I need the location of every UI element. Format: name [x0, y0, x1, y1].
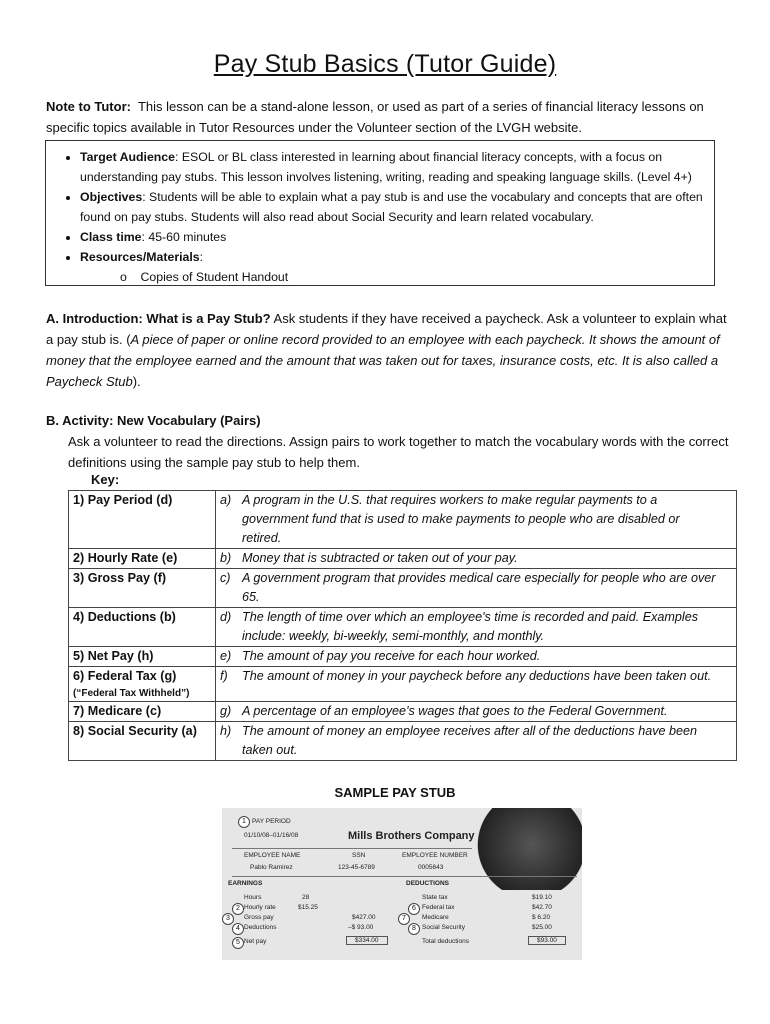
deductions-heading: DEDUCTIONS	[406, 880, 449, 887]
table-row	[69, 549, 737, 569]
section-b-text: Ask a volunteer to read the directions. Assign pairs to work together to match the vocabulary words with the correct definitions using the sample pay stub to help them.	[68, 434, 729, 470]
definition-letter: h)	[220, 724, 232, 738]
definition-text: A government program that provides medical care especially for people who are over 65.	[242, 571, 716, 604]
lesson-overview-box	[45, 140, 715, 286]
table-row	[69, 491, 737, 549]
total-deductions-label: Total deductions	[422, 938, 469, 945]
vocab-term-text: 4) Deductions (b)	[73, 610, 176, 624]
vocab-term-text: 7) Medicare (c)	[73, 704, 162, 718]
table-row	[69, 722, 737, 761]
table-row	[69, 647, 737, 667]
vocab-definition	[216, 702, 737, 722]
vocab-definition	[216, 667, 737, 702]
hours-value: 28	[302, 894, 310, 901]
sample-pay-stub	[222, 808, 582, 960]
vocab-definition	[216, 722, 737, 761]
gross-pay-value: $427.00	[352, 914, 376, 921]
resources-label: Resources/Materials	[80, 250, 200, 264]
vocab-term-text: 8) Social Security (a)	[73, 724, 197, 738]
definition-letter: d)	[220, 610, 232, 624]
pay-period-label: PAY PERIOD	[252, 818, 291, 825]
divider	[232, 848, 472, 849]
vocab-term-text: 3) Gross Pay (f)	[73, 571, 167, 585]
subitem-marker: o	[120, 270, 127, 284]
vocab-term	[69, 569, 216, 608]
callout-3: 3	[222, 913, 234, 925]
earnings-heading: EARNINGS	[228, 880, 263, 887]
vocabulary-key-table	[68, 490, 737, 761]
hours-label: Hours	[244, 894, 262, 901]
table-row	[69, 608, 737, 647]
definition-text: Money that is subtracted or taken out of your pay.	[242, 551, 518, 565]
rate-label: Hourly rate	[244, 904, 276, 911]
resources-subitem-text: Copies of Student Handout	[140, 270, 289, 284]
definition-text: The amount of money in your paycheck before any deductions have been taken out.	[242, 669, 712, 683]
definition-letter: b)	[220, 551, 232, 565]
deductions-label: Deductions	[244, 924, 277, 931]
definition-letter: c)	[220, 571, 231, 585]
net-pay-value: $334.00	[346, 936, 388, 945]
resources-item	[80, 247, 706, 287]
vocab-term-text: 1) Pay Period (d)	[73, 493, 173, 507]
definition-text: The length of time over which an employee's time is recorded and paid. Examples include: weekly, bi-weekly, semi-monthly, and monthly.	[242, 610, 699, 643]
definition-letter: a)	[220, 493, 232, 507]
section-b	[46, 410, 736, 473]
class-time-item	[80, 227, 706, 247]
section-a	[46, 308, 736, 392]
sample-pay-stub-title: SAMPLE PAY STUB	[334, 785, 456, 800]
federal-tax-label: Federal tax	[422, 904, 455, 911]
class-time-label: Class time	[80, 230, 142, 244]
ssn-value: 123-45-6789	[338, 864, 375, 871]
callout-2: 2	[232, 903, 244, 915]
section-a-heading: A. Introduction: What is a Pay Stub?	[46, 311, 271, 326]
table-row	[69, 702, 737, 722]
definition-letter: f)	[220, 669, 228, 683]
divider	[232, 876, 577, 877]
vocab-term-text: 6) Federal Tax (g)	[73, 669, 177, 683]
audience-text: : ESOL or BL class interested in learning about financial literacy concepts, with a focus on understanding pay stubs. This lesson involves listening, writing, reading and speaking language skills. (Level 4+)	[80, 150, 692, 184]
gross-pay-label: Gross pay	[244, 914, 274, 921]
vocab-definition	[216, 549, 737, 569]
resources-subitem	[120, 267, 706, 287]
definition-letter: g)	[220, 704, 232, 718]
note-label: Note to Tutor:	[46, 99, 131, 114]
state-tax-value: $19.10	[532, 894, 552, 901]
objectives-text: : Students will be able to explain what a pay stub is and use the vocabulary and concepts that are often found on pay stubs. Students will also read about Social Security and learn related vocabulary.	[80, 190, 703, 224]
definition-text: The amount of pay you receive for each hour worked.	[242, 649, 541, 663]
medicare-value: $ 6.20	[532, 914, 551, 921]
callout-8: 8	[408, 923, 420, 935]
vocab-term	[69, 491, 216, 549]
medicare-label: Medicare	[422, 914, 449, 921]
table-row	[69, 569, 737, 608]
vocab-term	[69, 608, 216, 647]
vocab-term	[69, 549, 216, 569]
callout-6: 6	[408, 903, 420, 915]
audience-label: Target Audience	[80, 150, 175, 164]
section-b-heading: B. Activity: New Vocabulary (Pairs)	[46, 413, 261, 428]
employee-name-label: EMPLOYEE NAME	[244, 852, 301, 859]
vocab-definition	[216, 608, 737, 647]
callout-5: 5	[232, 937, 244, 949]
tutor-note	[46, 96, 736, 138]
objectives-item	[80, 187, 706, 227]
section-a-text: Ask students if they have received a paycheck. Ask a volunteer to explain what a pay stub is. (	[46, 311, 727, 347]
worker-photo	[470, 808, 582, 890]
section-a-end: ).	[132, 374, 141, 389]
state-tax-label: State tax	[422, 894, 448, 901]
deductions-value: –$ 93.00	[348, 924, 374, 931]
total-deductions-value: $93.00	[528, 936, 566, 945]
class-time-text: : 45-60 minutes	[141, 230, 227, 244]
vocab-term	[69, 722, 216, 761]
vocab-definition	[216, 569, 737, 608]
callout-1: 1	[238, 816, 250, 828]
social-security-label: Social Security	[422, 924, 465, 931]
audience-item	[80, 147, 706, 187]
company-name: Mills Brothers Company	[348, 830, 475, 842]
key-label: Key:	[91, 472, 120, 487]
definition-text: A percentage of an employee's wages that goes to the Federal Government.	[242, 704, 668, 718]
net-pay-label: Net pay	[244, 938, 267, 945]
definition-text: A program in the U.S. that requires workers to make regular payments to a government fund that is used to make payments to people who are disabled or retired.	[242, 493, 680, 545]
objectives-label: Objectives	[80, 190, 143, 204]
note-text: This lesson can be a stand-alone lesson, or used as part of a series of financial literacy lessons on specific topics available in Tutor Resources under the Volunteer section of the LVGH website.	[46, 99, 704, 135]
resources-text: :	[199, 250, 204, 264]
definition-text: The amount of money an employee receives after all of the deductions have been taken out.	[242, 724, 698, 757]
callout-7: 7	[398, 913, 410, 925]
table-row	[69, 667, 737, 702]
callout-4: 4	[232, 923, 244, 935]
vocab-term	[69, 647, 216, 667]
definition-letter: e)	[220, 649, 232, 663]
federal-tax-value: $42.70	[532, 904, 552, 911]
vocab-term-text: 2) Hourly Rate (e)	[73, 551, 178, 565]
page-title: Pay Stub Basics (Tutor Guide)	[213, 50, 557, 78]
employee-number: 0005643	[418, 864, 444, 871]
pay-period-value: 01/10/08–01/16/08	[244, 832, 299, 839]
vocab-term-note: (“Federal Tax Withheld”)	[73, 688, 190, 699]
vocab-definition	[216, 491, 737, 549]
vocab-term	[69, 667, 216, 702]
social-security-value: $25.00	[532, 924, 552, 931]
rate-value: $15.25	[298, 904, 318, 911]
section-a-definition: A piece of paper or online record provided to an employee with each paycheck. It shows the amount of money that the employee earned and the amount that was taken out for taxes, insurance costs, etc. It is also called a Paycheck Stub	[46, 332, 720, 389]
employee-number-label: EMPLOYEE NUMBER	[402, 852, 468, 859]
ssn-label: SSN	[352, 852, 366, 859]
vocab-term	[69, 702, 216, 722]
employee-name: Pablo Ramirez	[250, 864, 293, 871]
vocab-term-text: 5) Net Pay (h)	[73, 649, 154, 663]
vocab-definition	[216, 647, 737, 667]
